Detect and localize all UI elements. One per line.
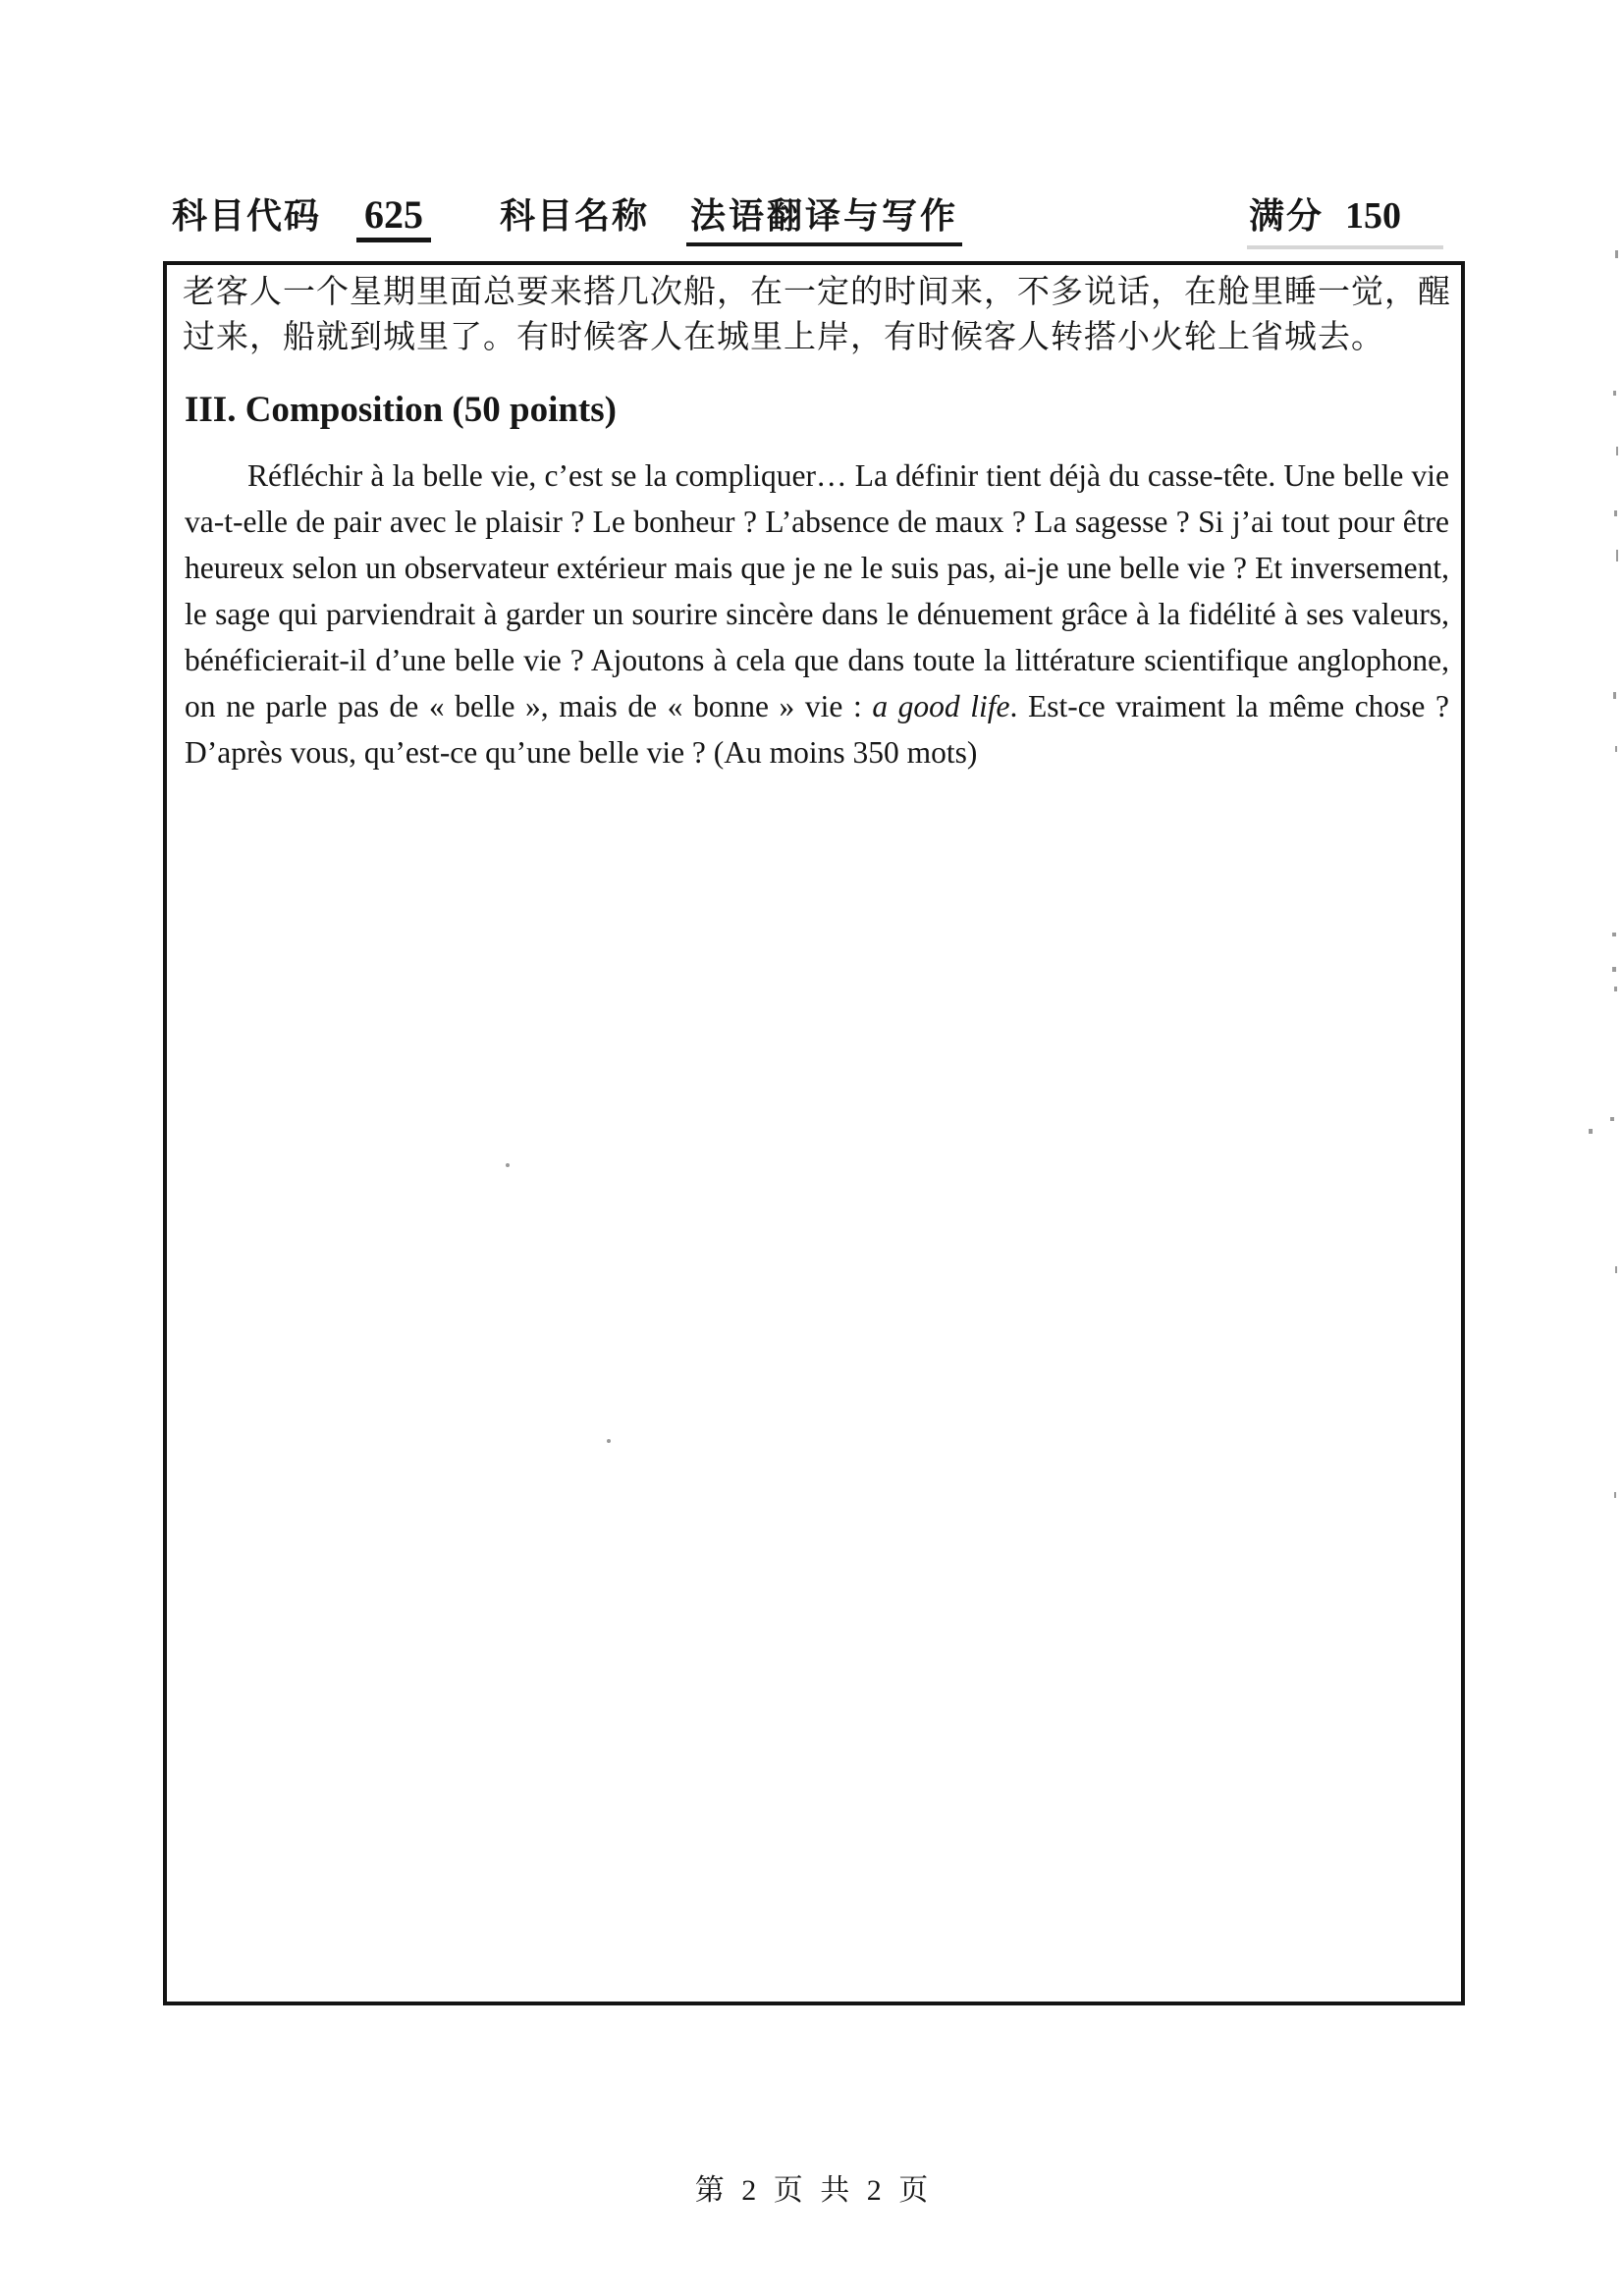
scan-speck: [1615, 250, 1618, 258]
scan-speck: [607, 1439, 611, 1443]
scan-smudge: [1247, 245, 1443, 249]
scan-speck: [1616, 447, 1618, 455]
chinese-translation-passage: 老客人一个星期里面总要来搭几次船，在一定的时间来，不多说话，在舱里睡一觉，醒过来，船就到城里了。有时候客人在城里上岸，有时候客人转搭小火轮上省城去。: [183, 275, 1451, 355]
scan-speck: [506, 1163, 510, 1167]
scan-speck: [1589, 1129, 1593, 1134]
french-composition-prompt: [185, 453, 1449, 775]
full-score-label: 满分: [1248, 196, 1324, 236]
page-indicator: 第 2 页 共 2 页: [694, 2174, 929, 2207]
subject-name-label: 科目名称: [500, 196, 650, 236]
french-text-before-italic: Réfléchir à la belle vie, c’est se la compliquer… La définir tient déjà du casse-tête. Une belle vie va-t-elle de pair avec le plaisir ? Le bonheur ? L’absence de maux ? La sagesse ? Si j’ai tout pour être heureux selon un observateur extérieur mais que je ne le suis pas, ai-je une belle vie ? Et inversement, le sage qui parviendrait à garder un sourire sincère dans le dénuement grâce à la fidélité à ses valeurs, bénéficierait-il d’une belle vie ? Ajoutons à cela que dans toute la littérature scientifique anglophone, on ne parle pas de « belle », mais de « bonne » vie :: [185, 458, 1449, 723]
subject-name-value: 法语翻译与写作: [686, 193, 962, 246]
french-italic-phrase: a good life: [872, 689, 1010, 723]
scan-speck: [1615, 1266, 1617, 1273]
scan-speck: [1614, 987, 1617, 991]
composition-section-heading: III. Composition (50 points): [185, 390, 617, 430]
french-text-after-italic: . Est-ce vraiment la même chose ? D’après vous, qu’est-ce qu’une belle vie ? (Au moins 350 mots): [185, 689, 1449, 770]
subject-code-value: 625: [356, 192, 431, 242]
question-content-box: [163, 261, 1465, 2005]
scan-speck: [1612, 933, 1616, 936]
scan-speck: [1613, 391, 1616, 396]
subject-code-label: 科目代码: [172, 196, 322, 236]
scan-speck: [1614, 1492, 1616, 1498]
scan-speck: [1613, 692, 1616, 699]
scan-speck: [1612, 967, 1616, 972]
exam-header: [172, 192, 1401, 246]
scan-speck: [1614, 510, 1617, 516]
page-number-footer: [0, 2165, 1623, 2209]
scan-speck: [1616, 550, 1618, 561]
scan-speck: [1610, 1117, 1614, 1121]
full-score-value: 150: [1345, 195, 1401, 237]
scan-speck: [1615, 746, 1617, 752]
